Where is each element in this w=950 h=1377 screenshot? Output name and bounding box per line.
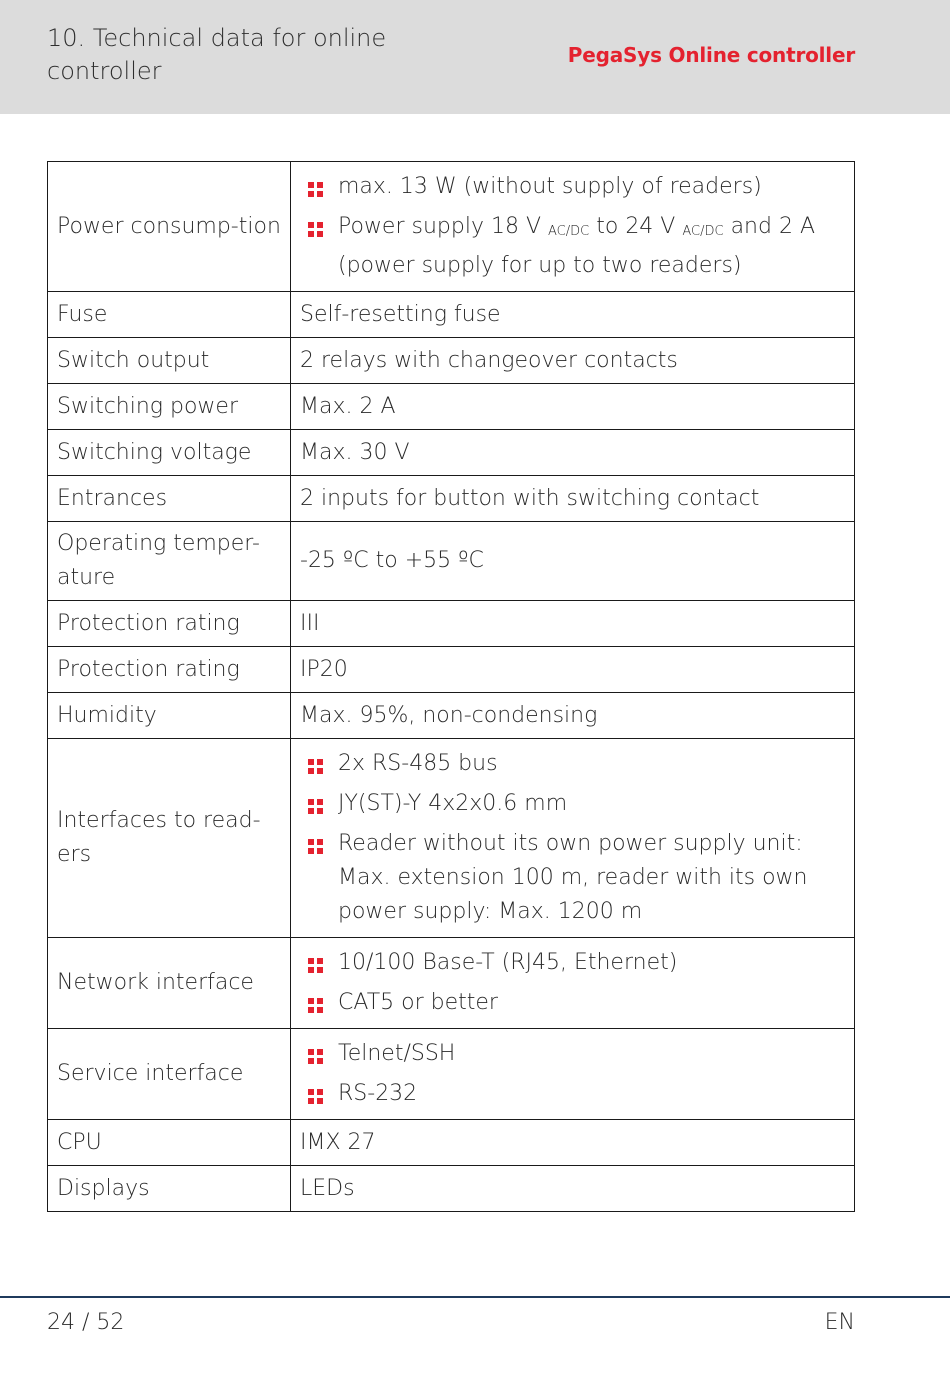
row-value: Max. 95%, non-condensing: [291, 693, 855, 739]
table-row: [48, 1166, 855, 1212]
table-row: [48, 938, 855, 1029]
row-value: IP20: [291, 647, 855, 693]
red-square-bullet-icon: [308, 1089, 323, 1104]
row-label: CPU: [48, 1120, 291, 1166]
row-label: Service interface: [48, 1029, 291, 1120]
red-square-bullet-icon: [308, 182, 323, 197]
row-label: Humidity: [48, 693, 291, 739]
list-item: [308, 1077, 845, 1111]
list-item-text: and 2 A (power supply for up to two readers): [338, 214, 816, 278]
list-item-text: to 24 V: [596, 214, 676, 239]
table-row: [48, 647, 855, 693]
page-number: 24 / 52: [47, 1310, 125, 1335]
row-value: LEDs: [291, 1166, 855, 1212]
row-label: Switching voltage: [48, 430, 291, 476]
red-square-bullet-icon: [308, 1049, 323, 1064]
product-name: PegaSys Online controller: [567, 43, 855, 67]
footer-divider: [0, 1296, 950, 1298]
subscript: AC/DC: [682, 224, 724, 239]
row-label: Switch output: [48, 338, 291, 384]
table-row: [48, 292, 855, 338]
list-item: [308, 210, 845, 283]
list-item-text: 10/100 Base-T (RJ45, Ethernet): [338, 950, 678, 975]
row-value: [291, 739, 855, 938]
row-label: Switching power: [48, 384, 291, 430]
list-item: [308, 1037, 845, 1071]
list-item: [308, 747, 845, 781]
row-label: Protection rating: [48, 601, 291, 647]
red-square-bullet-icon: [308, 799, 323, 814]
table-row: [48, 693, 855, 739]
row-label: Power consump-tion: [48, 162, 291, 292]
row-label: Entrances: [48, 476, 291, 522]
row-label: Protection rating: [48, 647, 291, 693]
list-item-text: Telnet/SSH: [338, 1041, 456, 1066]
row-label: Operating temper-ature: [48, 522, 291, 601]
list-item: [308, 787, 845, 821]
list-item: [308, 946, 845, 980]
table-row: [48, 522, 855, 601]
table-row: [48, 476, 855, 522]
row-value: 2 inputs for button with switching contact: [291, 476, 855, 522]
subscript: AC/DC: [548, 224, 590, 239]
list-item: [308, 170, 845, 204]
red-square-bullet-icon: [308, 839, 323, 854]
list-item-text: JY(ST)-Y 4x2x0.6 mm: [338, 791, 568, 816]
table-row: [48, 601, 855, 647]
bullet-list: [300, 943, 845, 1023]
row-value: Self-resetting fuse: [291, 292, 855, 338]
row-value: 2 relays with changeover contacts: [291, 338, 855, 384]
technical-data-table: [47, 161, 855, 1212]
list-item-text: Power supply 18 V: [338, 214, 542, 239]
row-value: -25 ºC to +55 ºC: [291, 522, 855, 601]
table-row: [48, 430, 855, 476]
table-row: [48, 162, 855, 292]
red-square-bullet-icon: [308, 998, 323, 1013]
row-value: [291, 938, 855, 1029]
table-row: [48, 739, 855, 938]
list-item-text: RS-232: [338, 1081, 418, 1106]
red-square-bullet-icon: [308, 222, 323, 237]
row-label: Network interface: [48, 938, 291, 1029]
table-row: [48, 338, 855, 384]
list-item: [308, 986, 845, 1020]
list-item: [308, 827, 845, 929]
bullet-list: [300, 167, 845, 286]
row-value: [291, 162, 855, 292]
bullet-list: [300, 744, 845, 932]
row-value: Max. 2 A: [291, 384, 855, 430]
list-item-text: 2x RS-485 bus: [338, 751, 498, 776]
row-value: IMX 27: [291, 1120, 855, 1166]
row-value: [291, 1029, 855, 1120]
language-code: EN: [824, 1310, 855, 1335]
section-title: 10. Technical data for online controller: [47, 24, 387, 85]
table-row: [48, 1120, 855, 1166]
row-label: Interfaces to read-ers: [48, 739, 291, 938]
row-label: Displays: [48, 1166, 291, 1212]
row-value: III: [291, 601, 855, 647]
table-row: [48, 1029, 855, 1120]
red-square-bullet-icon: [308, 958, 323, 973]
page-header: [0, 0, 950, 114]
table-row: [48, 384, 855, 430]
row-value: Max. 30 V: [291, 430, 855, 476]
row-label: Fuse: [48, 292, 291, 338]
red-square-bullet-icon: [308, 759, 323, 774]
list-item-text: Reader without its own power supply unit: Max. extension 100 m, reader with its own power supply: Max. 1200 m: [338, 831, 808, 924]
list-item-text: CAT5 or better: [338, 990, 498, 1015]
bullet-list: [300, 1034, 845, 1114]
list-item-text: max. 13 W (without supply of readers): [338, 174, 762, 199]
